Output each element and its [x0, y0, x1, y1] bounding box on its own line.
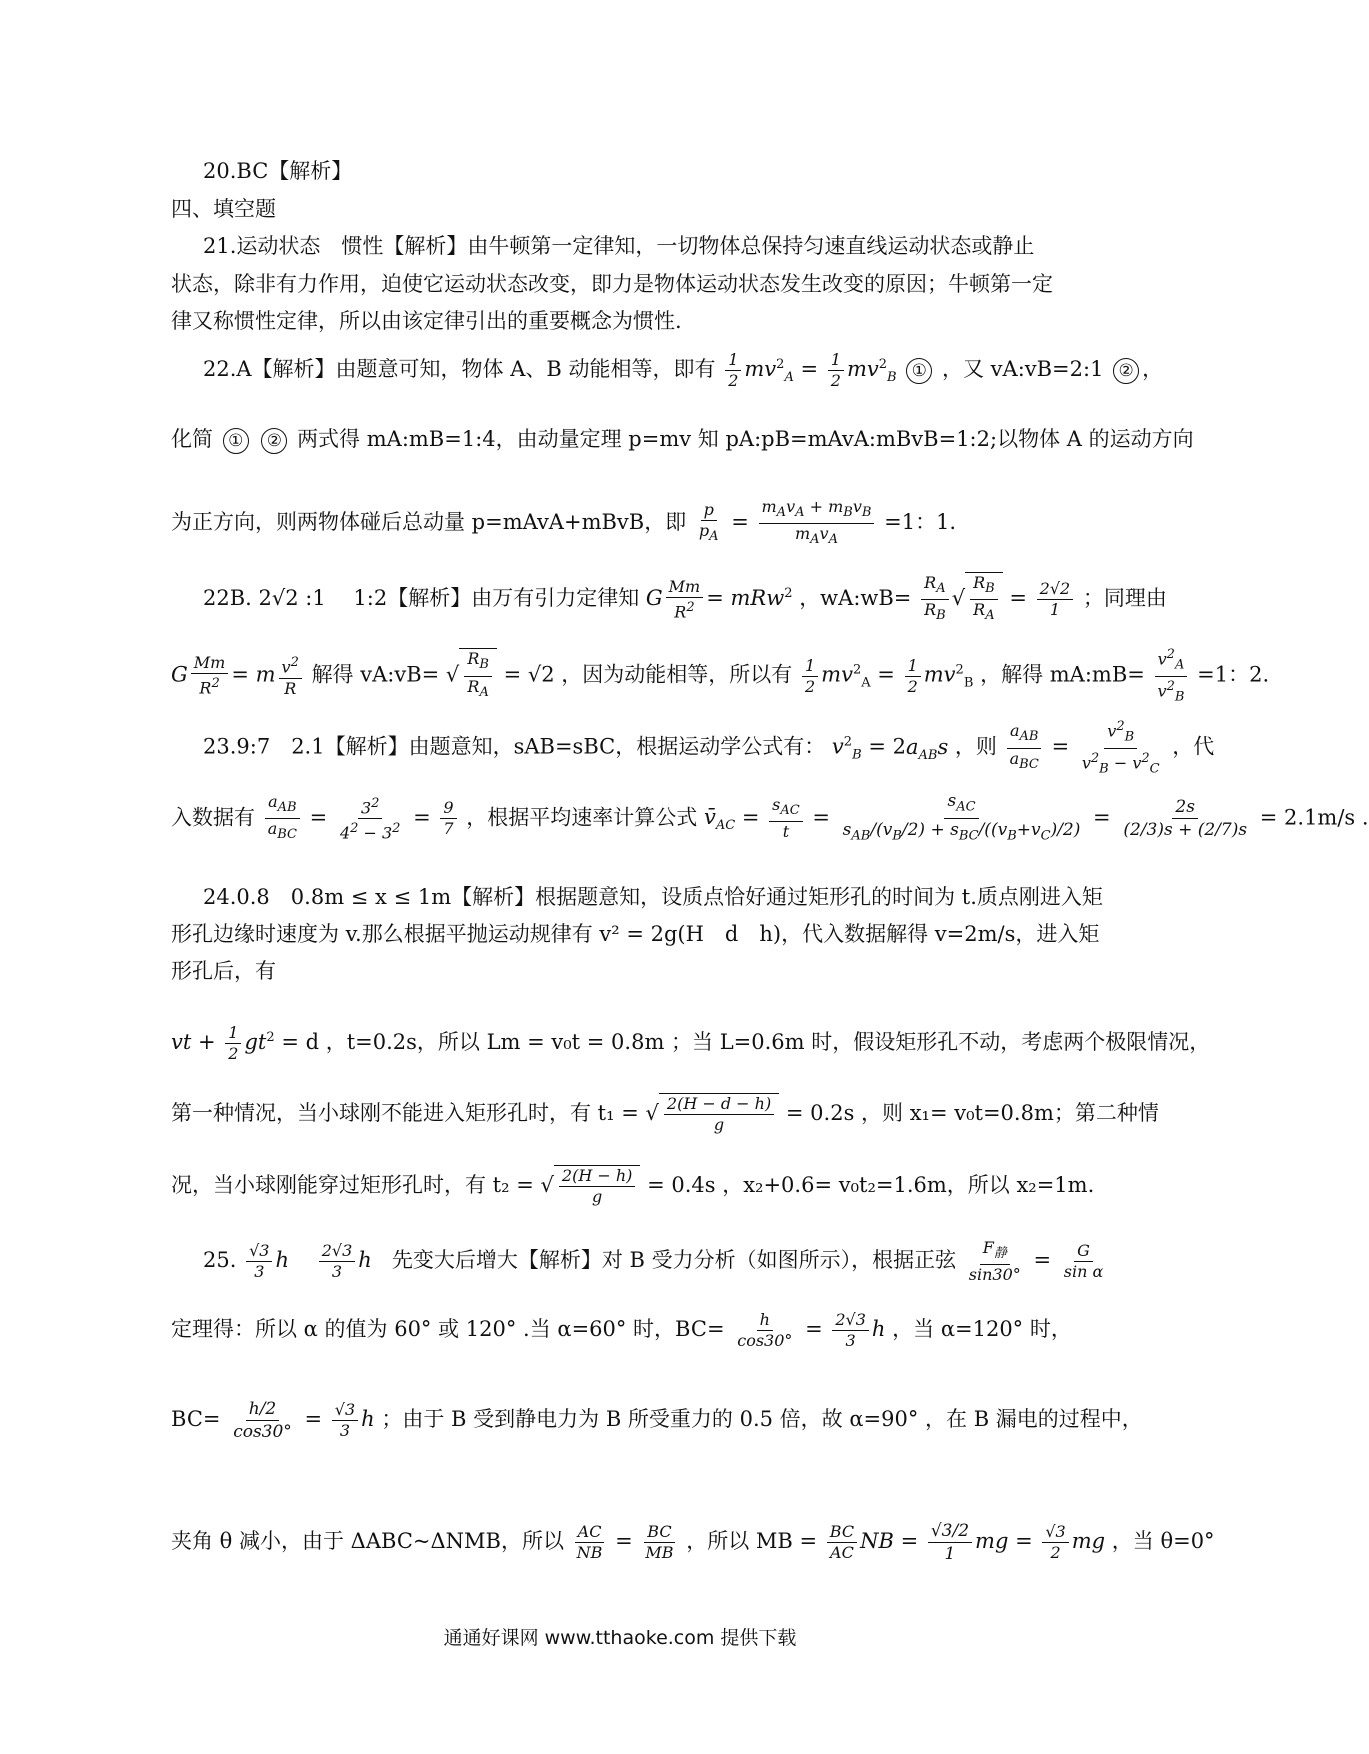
fraction-bc-ac: $\frac{BC}{AC}$ — [827, 1522, 857, 1563]
q23-line2-b: ，根据平均速率计算公式 — [466, 805, 698, 830]
q22b-line2-c: ，解得 mA:mB= — [980, 662, 1145, 687]
fraction-sqrt3-3: $\frac{√3}{3}$ — [246, 1241, 272, 1282]
q23-tail: ，代 — [1172, 734, 1215, 759]
q24-line2: 形孔边缘时速度为 v.那么根据平抛运动规律有 v² = 2g(H d h)，代入数据解得 v=2m/s，进入矩 — [171, 922, 1100, 946]
fraction-half: $\frac{1}{2}$ — [725, 350, 741, 391]
fraction-half: $\frac{1}{2}$ — [802, 656, 818, 697]
q22a-line2-b: 两式得 mA:mB=1:4，由动量定理 p=mv 知 pA:pB=mAvA:mBvB=1:2;以物体 A 的运动方向 — [297, 427, 1194, 451]
fraction-sqrt3-3: $\frac{√3}{3}$ — [332, 1400, 358, 1441]
fraction-aab-abc: $\frac{a_{AB}}{a_{BC}}$ — [265, 792, 300, 845]
q22b-line1: 22B. 2√2 :1 1:2【解析】由万有引力定律知 G $\frac{Mm}{R^2}$ = mRw$^2$ ，wA:wB= $\frac{R_A}{R_B}$ √ $\frac{R_B}{R_A}$ = $\frac{2√2}{1}$ ；同理由 — [203, 572, 1167, 626]
q25-line4-a: 夹角 θ 减小，由于 ΔABC~ΔNMB，所以 — [171, 1529, 564, 1553]
fraction-h2-cos30: $\frac{h/2}{\cos 30^\circ}$ — [233, 1399, 292, 1442]
q25-line2: 定理得：所以 α 的值为 60° 或 120° .当 α=60° 时，BC= $\frac{h}{\cos 30^\circ}$ = $\frac{2√3}{3}$ h ，当 α=120° 时， — [171, 1310, 1072, 1350]
fraction-g-sinalpha: $\frac{G}{\text{sin α}}$ — [1063, 1241, 1104, 1282]
q22b-line2-a: 解得 vA:vB= — [311, 662, 440, 687]
fraction-momentum-ratio: $\frac{m_Av_A + m_Bv_B}{m_Av_A}$ — [759, 497, 875, 550]
q22b-line2: G $\frac{Mm}{R^2}$ = m $\frac{v^2}{R}$ 解得 vA:vB= √ $\frac{R_B}{R_A}$ = √2 ，因为动能相等，所以有 $\frac{1}{2}$ $mv^2_A$ = $\frac{1}{2}$ $mv^2_B$ ，解得 mA:mB= $\frac{v^2_A}{v^2_B}$ =1：2. — [171, 645, 1269, 707]
fraction-bc-mb: $\frac{BC}{MB}$ — [645, 1522, 674, 1562]
q22a-line3-a: 为正方向，则两物体碰后总动量 p=mAvA+mBvB，即 — [171, 510, 687, 535]
q23-line2-c: = 2.1m/s . — [1259, 805, 1369, 830]
q24-line4-a: = d ，t=0.2s，所以 Lm = v₀t = 0.8m ；当 L=0.6m 时，假设矩形孔不动，考虑两个极限情况， — [281, 1030, 1211, 1054]
q24-line3: 形孔后，有 — [171, 959, 276, 983]
q22b-tail: ；同理由 — [1082, 586, 1167, 611]
q22a-line2 — [171, 425, 1194, 454]
q22b-line2-b: ，因为动能相等，所以有 — [561, 662, 793, 687]
footer-watermark: 通通好课网 www.tthaoke.com 提供下载 — [443, 1627, 797, 1649]
q24-line5: 第一种情况，当小球刚不能进入矩形孔时，有 t₁ = √ $\frac{2(H - d - h)}{g}$ = 0.2s ，则 x₁= v₀t=0.8m；第二种情 — [171, 1094, 1159, 1134]
fraction-v2-r: $\frac{v^2}{R}$ — [279, 653, 302, 698]
q25-line4: 夹角 θ 减小，由于 ΔABC~ΔNMB，所以 $\frac{AC}{NB}$ = $\frac{BC}{MB}$ ，所以 MB = $\frac{BC}{AC}$ NB = $\frac{√3/2}{1}$ mg = $\frac{√3}{2}$ mg ，当 θ=0° — [171, 1521, 1215, 1564]
circled-two-icon: ② — [1113, 358, 1139, 384]
q24-line4: vt + $\frac{1}{2}$ $gt^2 = d$ ，t=0.2s，所以 Lm = v₀t = 0.8m ；当 L=0.6m 时，假设矩形孔不动，考虑两个极限情况， — [171, 1023, 1211, 1063]
q24-line5-a: 第一种情况，当小球刚不能进入矩形孔时，有 t₁ = — [171, 1101, 639, 1125]
fraction-ac-nb: $\frac{AC}{NB}$ — [574, 1522, 606, 1563]
q22b-lead: 22B. 2√2 :1 1:2【解析】由万有引力定律知 — [203, 586, 640, 611]
section-heading: 四、填空题 — [171, 197, 276, 221]
fraction-mm-r2: $\frac{Mm}{R^2}$ — [666, 577, 704, 622]
q22a-lead: 22.A【解析】由题意可知，物体 A、B 动能相等，即有 — [203, 357, 716, 381]
fraction-3sq-over: $\frac{3^2}{4^2 - 3^2}$ — [339, 796, 401, 843]
q25-line3: BC= $\frac{h/2}{\cos 30^\circ}$ = $\frac{√3}{3}$ h ；由于 B 受到静电力为 B 所受重力的 0.5 倍，故 α=90° ，在 B 漏电的过程中， — [171, 1399, 1143, 1442]
q25-lead: 25. — [203, 1248, 237, 1273]
q25-line2-a: 定理得：所以 α 的值为 60° 或 120° .当 α=60° 时，BC= — [171, 1317, 725, 1341]
fraction-2hdh-g: $\frac{2(H - d - h)}{g}$ — [664, 1094, 774, 1135]
fraction-p-over-pa: $\frac{p}{p_A}$ — [698, 500, 719, 545]
fraction-half: $\frac{1}{2}$ — [225, 1023, 241, 1064]
q22a-line3-b: =1：1. — [884, 510, 957, 535]
fraction-2sqrt2-1: $\frac{2√2}{1}$ — [1037, 579, 1074, 620]
q21-line2: 状态，除非有力作用，迫使它运动状态改变，即力是物体运动状态发生改变的原因；牛顿第一定 — [171, 272, 1053, 296]
q23-line2: 入数据有 $\frac{a_{AB}}{a_{BC}}$ = $\frac{3^2}{4^2 - 3^2}$ = $\frac{9}{7}$ ，根据平均速率计算公式 $v̄_{AC}$ = $\frac{s_{AC}}{t}$ = $\frac{s_{AC}}{s_{AB}/(v_B/2) + s_{BC}/((v_B+v_C)/2)}$ = $\frac{2s}{(2/3)s + (2/7)s}$ = 2.1m/s . — [171, 790, 1369, 848]
fraction-half: $\frac{1}{2}$ — [905, 656, 921, 697]
fraction-velocity-ratio: $\frac{v^2_B}{v^2_B - v^2_C}$ — [1081, 719, 1160, 777]
q22b-mid: ，wA:wB= — [799, 586, 912, 611]
fraction-va2-vb2: $\frac{v^2_A}{v^2_B}$ — [1155, 645, 1188, 707]
q24-line6: 况，当小球刚能穿过矩形孔时，有 t₂ = √ $\frac{2(H - h)}{g}$ = 0.4s ，x₂+0.6= v₀t₂=1.6m，所以 x₂=1m. — [171, 1166, 1095, 1206]
fraction-f-sin30: $\frac{F_静}{\sin 30^\circ}$ — [968, 1238, 1021, 1285]
fraction-2sqrt3-3: $\frac{2√3}{3}$ — [832, 1310, 869, 1351]
q25-mid: 先变大后增大【解析】对 B 受力分析（如图所示），根据正弦 — [391, 1248, 957, 1273]
fraction-2sqrt3-3: $\frac{2√3}{3}$ — [319, 1241, 356, 1282]
q25-line2-b: ，当 α=120° 时， — [892, 1317, 1072, 1341]
fraction-sqrt3over2-1: $\frac{√3/2}{1}$ — [928, 1520, 972, 1565]
fraction-h-cos30: $\frac{h}{\cos 30^\circ}$ — [737, 1310, 793, 1350]
fraction-9-7: $\frac{9}{7}$ — [440, 798, 456, 839]
fraction-mm-r2: $\frac{Mm}{R^2}$ — [191, 653, 229, 698]
q25-line1: 25. $\frac{√3}{3}$ h $\frac{2√3}{3}$ h 先变大后增大【解析】对 B 受力分析（如图所示），根据正弦 $\frac{F_静}{\sin 30^\circ}$ = $\frac{G}{\text{sin α}}$ — [203, 1238, 1109, 1285]
q20-answer: 20.BC【解析】 — [203, 159, 353, 183]
q25-line3-b: ；由于 B 受到静电力为 B 所受重力的 0.5 倍，故 α=90° ，在 B 漏电的过程中， — [381, 1407, 1143, 1431]
q24-line6-b: = 0.4s ，x₂+0.6= v₀t₂=1.6m，所以 x₂=1m. — [647, 1173, 1095, 1197]
q22b-line2-d: =1：2. — [1197, 662, 1270, 687]
circled-one-icon: ① — [906, 358, 932, 384]
fraction-rb-ra: $\frac{R_B}{R_A}$ — [464, 649, 492, 702]
fraction-ra-rb: $\frac{R_A}{R_B}$ — [921, 573, 949, 626]
q23-line2-a: 入数据有 — [171, 805, 255, 830]
fraction-2hh-g: $\frac{2(H - h)}{g}$ — [559, 1166, 636, 1207]
q21-line1: 21.运动状态 惯性【解析】由牛顿第一定律知，一切物体总保持匀速直线运动状态或静止 — [203, 234, 1035, 258]
q23-line1: 23.9:7 2.1【解析】由题意知，sAB=sBC，根据运动学公式有： $v^2_B = 2a_{AB}s$ ，则 $\frac{a_{AB}}{a_{BC}}$ = $\frac{v^2_B}{v^2_B - v^2_C}$ ，代 — [203, 717, 1214, 779]
q25-line4-b: ，所以 MB = — [686, 1529, 818, 1553]
fraction-2s-over: $\frac{2s}{(2/3)s + (2/7)s}$ — [1123, 797, 1248, 841]
q25-line4-c: ，当 θ=0° — [1111, 1529, 1215, 1553]
q22a-line3: 为正方向，则两物体碰后总动量 p=mAvA+mBvB，即 $\frac{p}{p_A}$ = $\frac{m_Av_A + m_Bv_B}{m_Av_A}$ =1：1. — [171, 497, 956, 550]
q24-line5-b: = 0.2s ，则 x₁= v₀t=0.8m；第二种情 — [785, 1101, 1159, 1125]
q23-mid: ，则 — [954, 734, 997, 759]
q24-line6-a: 况，当小球刚能穿过矩形孔时，有 t₂ = — [171, 1173, 534, 1197]
q22a-line1: 22.A【解析】由题意可知，物体 A、B 动能相等，即有 $\frac{1}{2}$ $mv^2_A$ = $\frac{1}{2}$ $mv^2_B$ ① ，又 vA:vB=2:1 ② ， — [203, 350, 1164, 390]
q24-line1: 24.0.8 0.8m ≤ x ≤ 1m【解析】根据题意知，设质点恰好通过矩形孔的时间为 t.质点刚进入矩 — [203, 885, 1103, 909]
q22a-mid: ，又 vA:vB=2:1 — [941, 357, 1104, 381]
circled-two-icon: ② — [261, 428, 287, 454]
q25-line3-a: BC= — [171, 1407, 221, 1431]
fraction-half: $\frac{1}{2}$ — [828, 350, 844, 391]
fraction-aab-abc: $\frac{a_{AB}}{a_{BC}}$ — [1007, 721, 1042, 774]
q21-line3: 律又称惯性定律，所以由该定律引出的重要概念为惯性. — [171, 309, 682, 333]
fraction-rb-ra: $\frac{R_B}{R_A}$ — [970, 573, 998, 626]
fraction-sac-t: $\frac{s_{AC}}{t}$ — [769, 795, 803, 842]
q22a-line2-a: 化简 — [171, 427, 213, 451]
q23-lead: 23.9:7 2.1【解析】由题意知，sAB=sBC，根据运动学公式有： — [203, 734, 826, 759]
fraction-sqrt3-2: $\frac{√3}{2}$ — [1042, 1522, 1068, 1563]
circled-one-icon: ① — [223, 428, 249, 454]
fraction-sac-over-times: $\frac{s_{AC}}{s_{AB}/(v_B/2) + s_{BC}/((v_B+v_C)/2)}$ — [842, 791, 1081, 844]
